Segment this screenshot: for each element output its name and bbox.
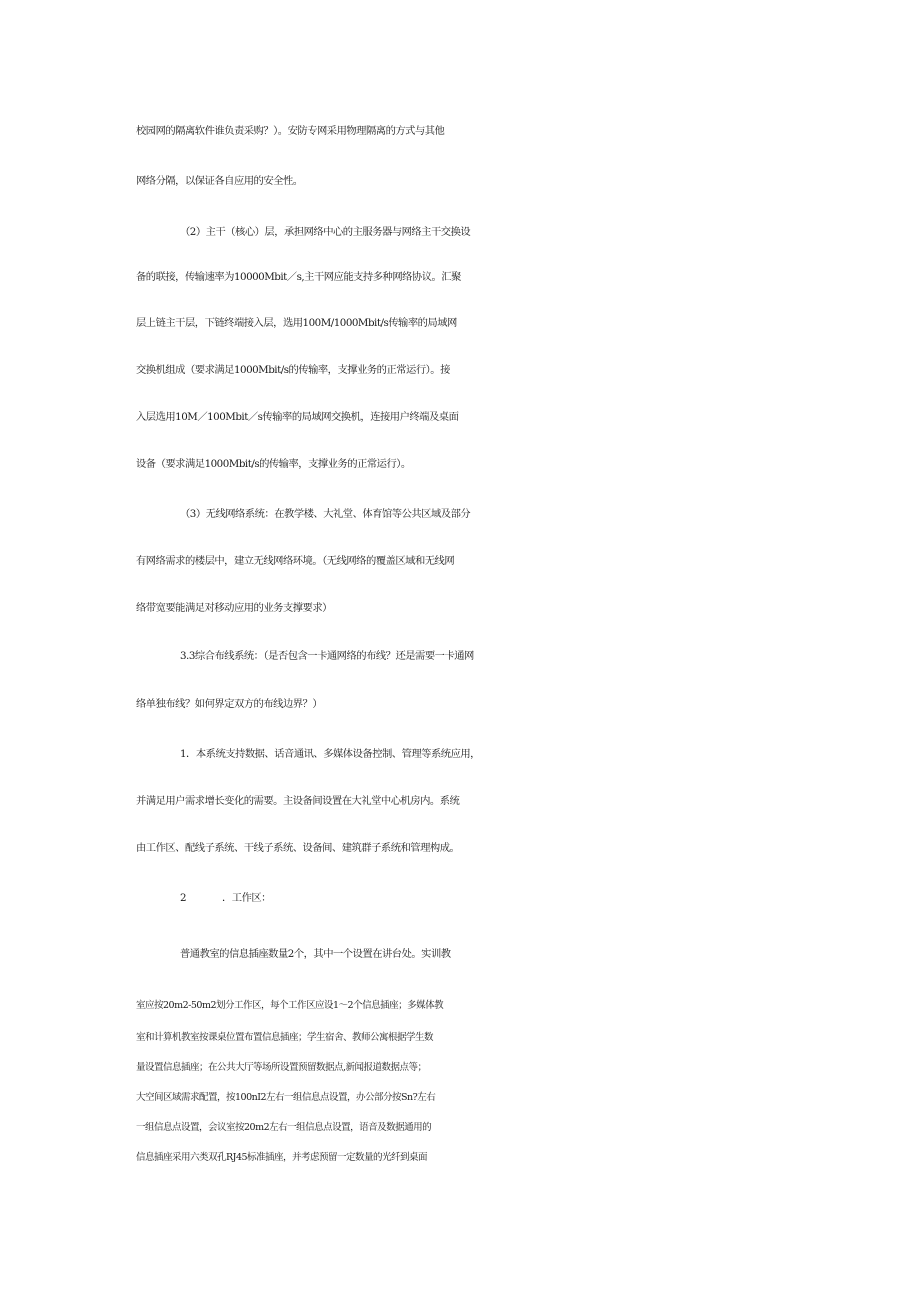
body-line: 校园网的隔离软件谁负责采购？）。安防专网采用物理隔离的方式与其他 [136,125,445,137]
section-heading: 3.3综合布线系统：（是否包含一卡通网络的布线？还是需要一卡通网 [180,650,474,662]
body-line: 设备（要求满足1000Mbit/s的传输率，支撑业务的正常运行）。 [136,458,411,470]
body-line: 量设置信息插座；在公共大厅等场所设置预留数据点,新闻报道数据点等； [136,1062,427,1073]
body-line: 室和计算机教室按课桌位置布置信息插座；学生宿舍、教师公寓根据学生数 [136,1032,434,1043]
body-line: 络带宽要能满足对移动应用的业务支撑要求） [136,602,332,614]
body-line: 大空间区域需求配置，按100nI2左右一组信息点设置，办公部分按Sn?左右 [136,1092,436,1103]
body-line: 普通教室的信息插座数量2个，其中一个设置在讲台处。实训教 [180,948,451,960]
body-line: 并满足用户需求增长变化的需要。主设备间设置在大礼堂中心机房内。系统 [136,795,460,807]
subsection-number: 2 [180,892,187,904]
body-line: 1．本系统支持数据、话音通讯、多媒体设备控制、管理等系统应用， [180,748,480,760]
body-line: 层上链主干层，下链终端接入层，选用100M/1000Mbit/s传输率的局域网 [136,317,457,329]
body-line: 入层选用10M／100Mbit／s传输率的局域网交换机，连接用户终端及桌面 [136,411,459,423]
body-line: 络单独布线？如何界定双方的布线边界？） [136,698,323,710]
body-line: 备的联接，传输速率为10000Mbit／s,主干网应能支持多种网络协议。汇聚 [136,271,461,283]
body-line: 信息插座采用六类双孔RJ45标准插座，并考虑预留一定数量的光纤到桌面 [136,1152,428,1163]
body-line: 一组信息点设置，会议室按20m2左右一组信息点设置，语音及数据通用的 [136,1122,432,1133]
body-line: 有网络需求的楼层中，建立无线网络环境。（无线网络的覆盖区域和无线网 [136,555,455,567]
body-line: 由工作区、配线子系统、干线子系统、设备间、建筑群子系统和管理构成。 [136,842,460,854]
body-line: 交换机组成（要求满足1000Mbit/s的传输率，支撑业务的正常运行）。接 [136,364,450,376]
subsection-heading [180,885,920,911]
body-line: 网络分隔，以保证各自应用的安全性。 [136,175,303,187]
body-line: （2）主干（核心）层，承担网络中心的主服务器与网络主干交换设 [180,226,471,238]
body-line: 室应按20m2-50m2划分工作区，每个工作区应设1〜2个信息插座；多媒体教 [136,1000,444,1011]
body-line: （3）无线网络系统：在教学楼、大礼堂、体育馆等公共区域及部分 [180,508,471,520]
subsection-title: ．工作区： [222,892,271,904]
